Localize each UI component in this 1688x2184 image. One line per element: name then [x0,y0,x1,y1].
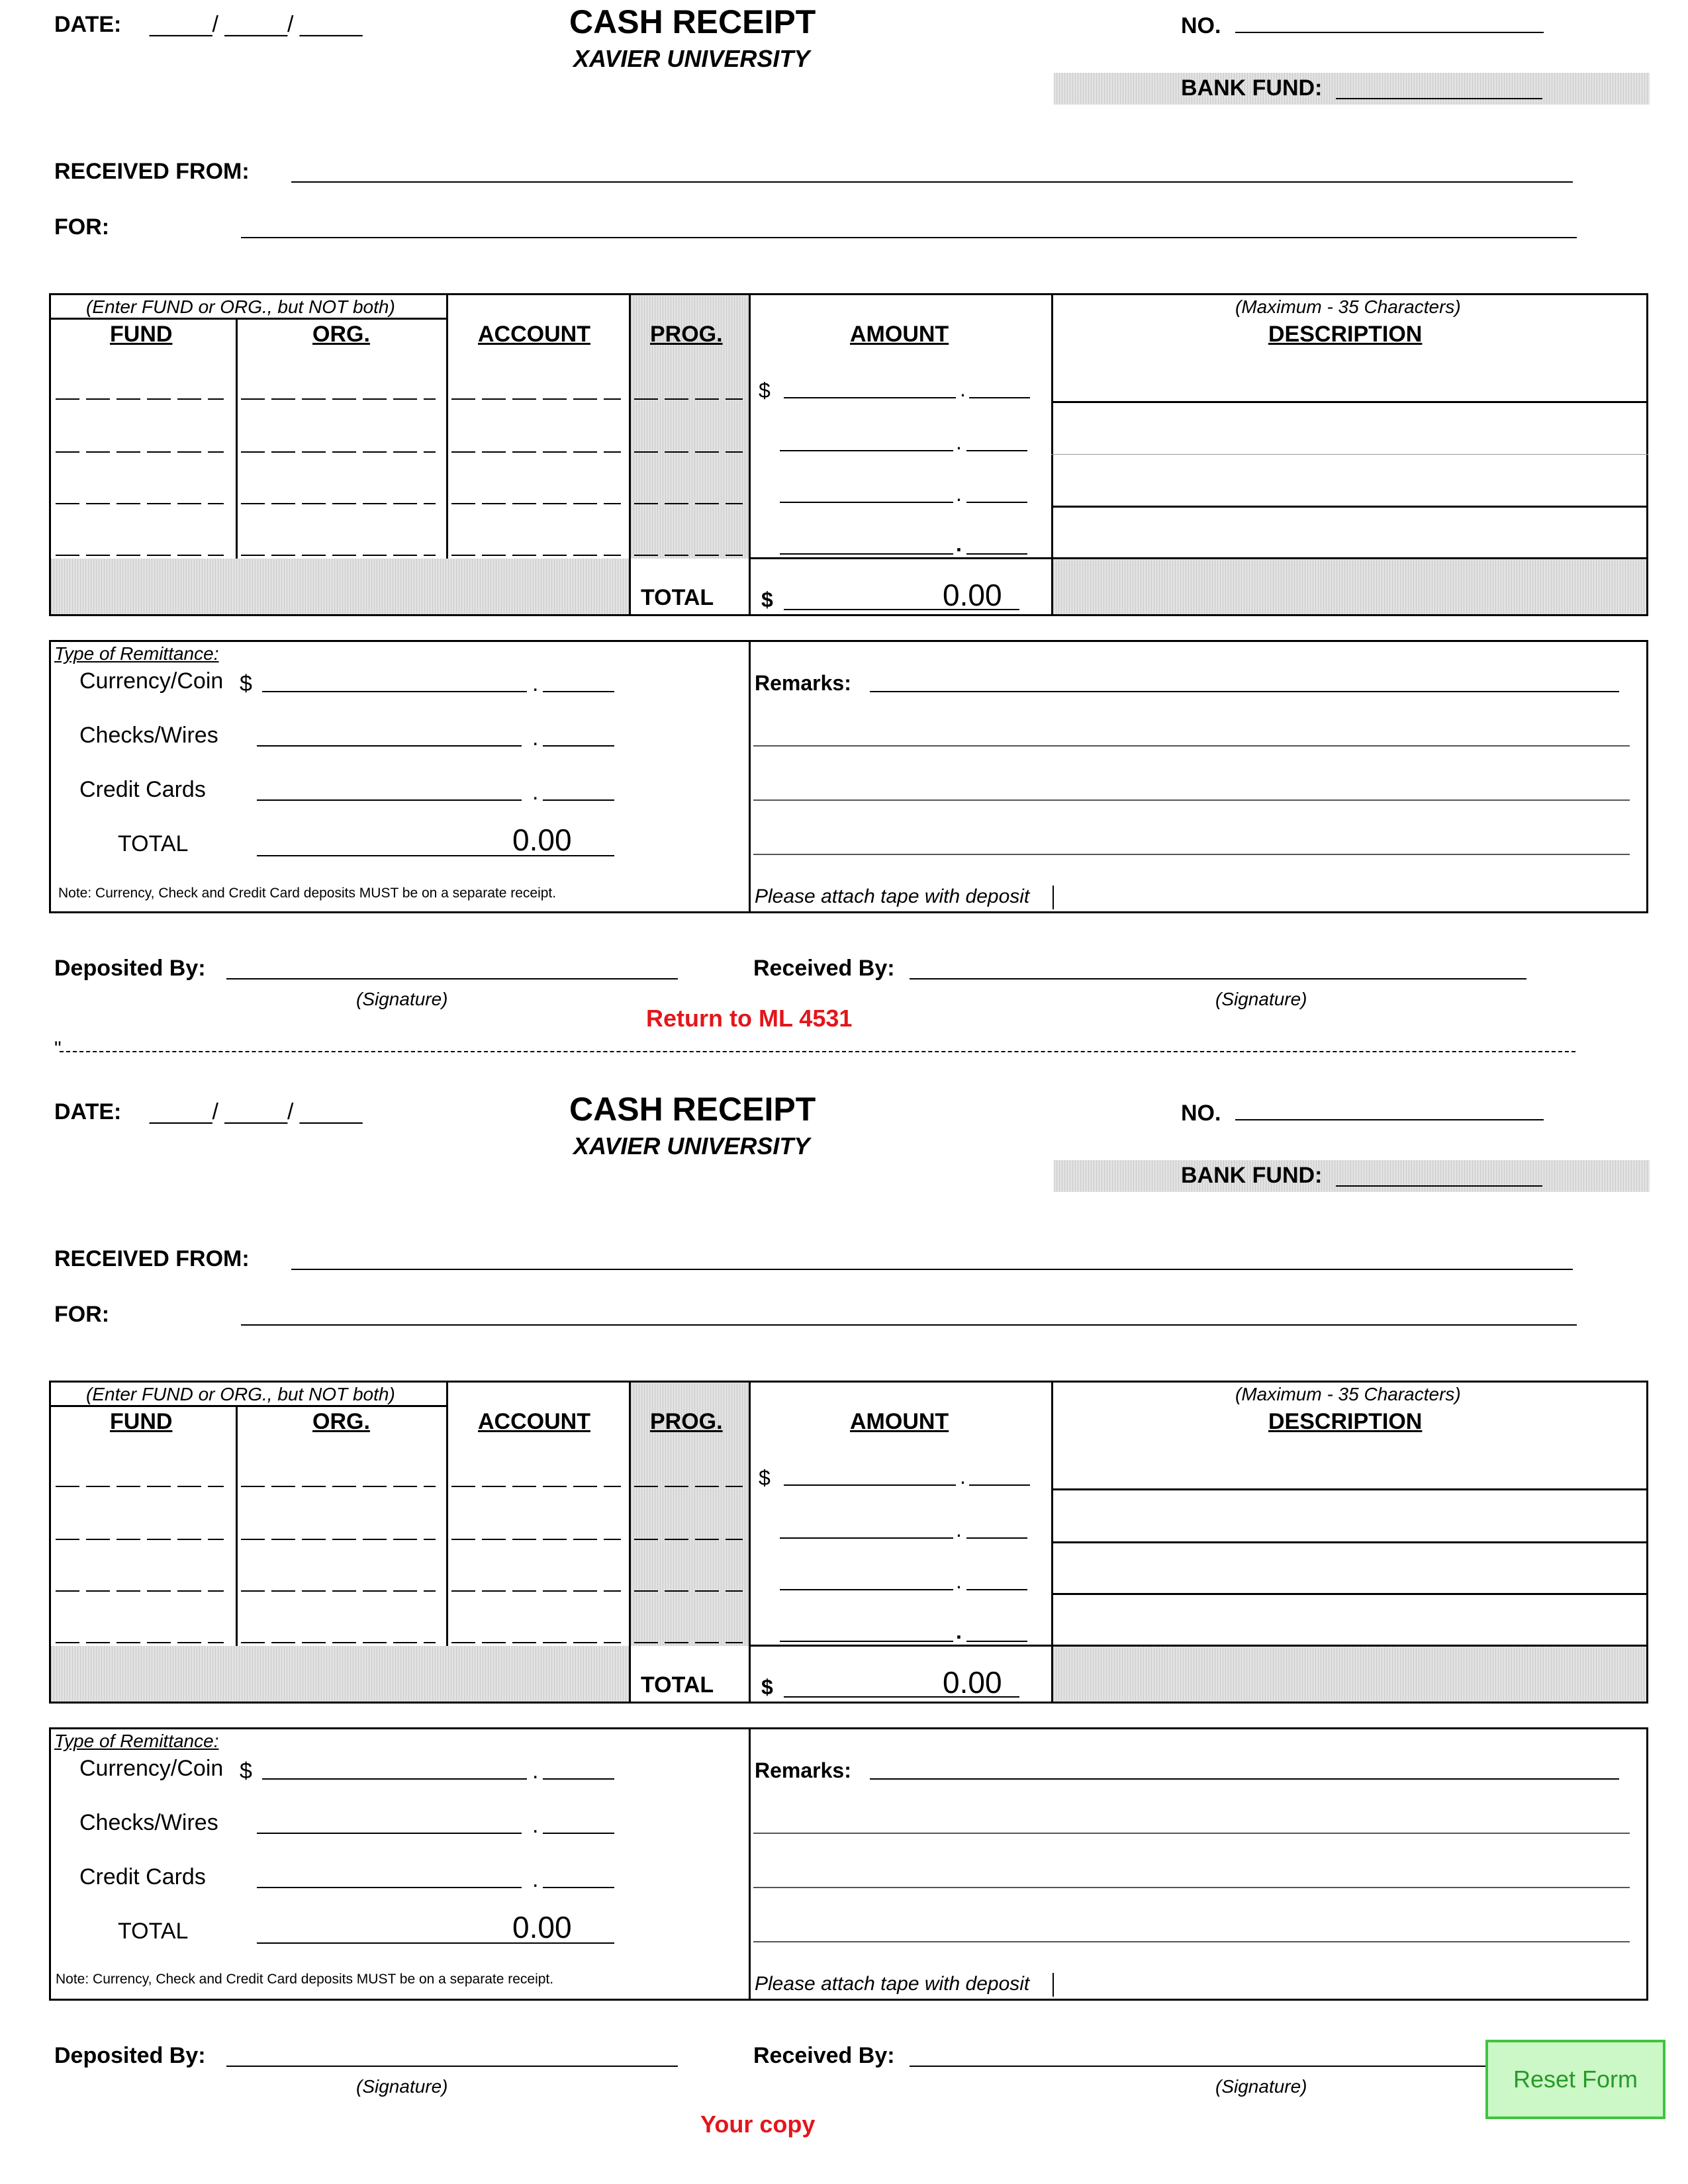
account-field[interactable] [451,555,621,556]
amount-decimal: . [956,430,962,454]
remittance-divider [749,640,751,913]
received-signature-caption: (Signature) [1215,2076,1307,2097]
table-total-dollar: $ [761,588,773,612]
col-org: ORG. [312,1409,370,1434]
prog-field[interactable] [634,1539,743,1540]
attach-note: Please attach tape with deposit [755,1973,1030,1995]
remarks-field-2[interactable] [753,745,1630,747]
col-divider [749,1381,751,1704]
col-divider [446,1381,448,1646]
prog-field[interactable] [634,1590,743,1592]
attach-note-divider [1053,886,1054,909]
account-field[interactable] [451,503,621,504]
max-chars-note: (Maximum - 35 Characters) [1235,296,1461,317]
date-label: DATE: [54,1099,122,1124]
org-field[interactable] [241,1486,436,1487]
checks-cents-field[interactable] [543,745,614,747]
remit-total-value: 0.00 [512,1910,572,1944]
col-divider [1051,293,1053,616]
deposited-by-field[interactable] [226,978,678,979]
desc-row-line [1051,1488,1648,1490]
page-title: CASH RECEIPT [569,1091,816,1128]
col-account: ACCOUNT [478,1409,590,1434]
remit-checks-label: Checks/Wires [79,1810,218,1835]
remit-checks-label: Checks/Wires [79,723,218,748]
bank-fund-field[interactable] [1336,1185,1542,1187]
col-divider [236,318,238,559]
credit-amount-field[interactable] [257,799,522,801]
total-divider [749,557,1648,559]
reset-form-button[interactable]: Reset Form [1485,2040,1665,2119]
org-field[interactable] [241,398,436,400]
col-account: ACCOUNT [478,322,590,347]
copy-footer: Return to ML 4531 [646,1005,853,1032]
col-description: DESCRIPTION [1268,322,1423,347]
desc-row-line [1051,506,1648,508]
currency-cents-field[interactable] [543,1778,614,1780]
received-signature-caption: (Signature) [1215,989,1307,1009]
account-field[interactable] [451,1539,621,1540]
col-amount: AMOUNT [850,322,949,347]
prog-field[interactable] [634,1486,743,1487]
remit-credit-label: Credit Cards [79,1864,206,1889]
cut-line [60,1051,1575,1052]
amount-field[interactable] [780,502,953,503]
amount-cents-field[interactable] [966,1589,1027,1590]
remit-note: Note: Currency, Check and Credit Card deposits MUST be on a separate receipt. [58,886,557,901]
col-description: DESCRIPTION [1268,1409,1423,1434]
fund-field[interactable] [56,555,224,556]
prog-field[interactable] [634,503,743,504]
desc-row-line [1051,454,1648,455]
table-total-dollar: $ [761,1675,773,1699]
amount-field[interactable] [780,1589,953,1590]
fund-field[interactable] [56,503,224,504]
col-org: ORG. [312,322,370,347]
remit-note: Note: Currency, Check and Credit Card deposits MUST be on a separate receipt. [56,1972,554,1987]
prog-field[interactable] [634,1642,743,1643]
page-subtitle: XAVIER UNIVERSITY [573,45,810,72]
table-total-value: 0.00 [943,578,1002,612]
col-divider [629,1381,631,1704]
amount-dollar: $ [759,379,771,402]
received-from-field[interactable] [291,1269,1573,1270]
attach-note-divider [1053,1973,1054,1997]
bank-fund-label: BANK FUND: [1181,75,1323,101]
desc-row-line [1051,401,1648,403]
receipt-no-field[interactable] [1235,32,1544,33]
checks-amount-field[interactable] [257,745,522,747]
date-field[interactable]: _____/ _____/ _____ [150,1099,363,1124]
amount-field[interactable] [780,553,953,555]
col-prog: PROG. [650,322,723,347]
receipt-no-label: NO. [1181,13,1221,38]
max-chars-note: (Maximum - 35 Characters) [1235,1384,1461,1404]
col-divider [629,293,631,616]
remittance-heading: Type of Remittance: [54,643,219,664]
remit-total-value: 0.00 [512,823,572,857]
account-field[interactable] [451,1486,621,1487]
for-field[interactable] [241,237,1577,238]
amount-decimal: . [956,1569,962,1593]
remarks-field-4[interactable] [753,854,1630,855]
remit-currency-label: Currency/Coin [79,1756,224,1781]
col-amount: AMOUNT [850,1409,949,1434]
amount-cents-field[interactable] [966,502,1027,503]
remarks-label: Remarks: [755,1758,851,1782]
remit-total-label: TOTAL [118,1919,189,1944]
remarks-field-1[interactable] [870,1778,1619,1780]
currency-cents-field[interactable] [543,691,614,692]
col-fund: FUND [110,1409,173,1434]
remit-decimal: . [532,1867,539,1892]
amount-decimal: . [956,482,962,506]
remittance-divider [749,1727,751,2001]
org-field[interactable] [241,1590,436,1592]
table-footer-shade-left [51,559,631,614]
fund-field[interactable] [56,1642,224,1643]
remit-currency-label: Currency/Coin [79,668,224,694]
attach-note: Please attach tape with deposit [755,886,1030,907]
fund-field[interactable] [56,451,224,453]
enter-fund-note: (Enter FUND or ORG., but NOT both) [86,296,395,317]
amount-field[interactable] [784,1484,956,1486]
remarks-field-1[interactable] [870,691,1619,692]
amount-cents-field[interactable] [966,450,1027,451]
amount-cents-field[interactable] [966,1537,1027,1539]
credit-cents-field[interactable] [543,1887,614,1888]
checks-amount-field[interactable] [257,1833,522,1834]
remarks-field-3[interactable] [753,799,1630,801]
amount-dollar: $ [759,1466,771,1490]
date-field[interactable]: _____/ _____/ _____ [150,12,363,37]
remit-decimal: . [532,1758,539,1784]
bank-fund-band [1054,1160,1650,1192]
amount-cents-field[interactable] [966,553,1027,555]
col-prog: PROG. [650,1409,723,1434]
currency-amount-field[interactable] [262,691,527,692]
amount-cents-field[interactable] [969,397,1030,398]
enter-note-divider [49,318,447,320]
amount-field[interactable] [780,450,953,451]
deposited-signature-caption: (Signature) [356,989,448,1009]
remarks-field-4[interactable] [753,1941,1630,1942]
received-from-label: RECEIVED FROM: [54,1246,250,1271]
table-total-value: 0.00 [943,1665,1002,1700]
received-by-label: Received By: [753,2043,895,2068]
received-by-field[interactable] [910,2066,1526,2067]
amount-field[interactable] [784,397,956,398]
fund-field[interactable] [56,398,224,400]
remit-credit-label: Credit Cards [79,777,206,802]
col-divider [446,293,448,559]
total-divider [749,1645,1648,1647]
desc-row-line [1051,1541,1648,1543]
remit-total-label: TOTAL [118,831,189,856]
page-title: CASH RECEIPT [569,3,816,40]
amount-decimal: . [956,1518,962,1541]
remittance-heading: Type of Remittance: [54,1731,219,1751]
remit-dollar: $ [240,1758,252,1784]
org-field[interactable] [241,1539,436,1540]
remarks-label: Remarks: [755,671,851,695]
remit-decimal: . [532,780,539,805]
table-footer-shade-right [1053,1646,1646,1702]
prog-field[interactable] [634,555,743,556]
table-footer-shade-right [1053,559,1646,614]
remarks-field-2[interactable] [753,1833,1630,1834]
receipt-no-label: NO. [1181,1101,1221,1126]
deposited-by-label: Deposited By: [54,956,206,981]
remit-decimal: . [532,1813,539,1838]
amount-decimal: . [960,377,966,401]
for-field[interactable] [241,1324,1577,1326]
amount-field[interactable] [780,1537,953,1539]
col-divider [236,1405,238,1646]
org-field[interactable] [241,1642,436,1643]
remit-decimal: . [532,725,539,751]
received-by-field[interactable] [910,978,1526,979]
account-field[interactable] [451,398,621,400]
prog-field[interactable] [634,398,743,400]
enter-note-divider [49,1405,447,1407]
receipt-copy-2 [0,1087,1688,2173]
currency-amount-field[interactable] [262,1778,527,1780]
bank-fund-band [1054,73,1650,105]
fund-field[interactable] [56,1539,224,1540]
account-field[interactable] [451,1642,621,1643]
amount-cents-field[interactable] [969,1484,1030,1486]
org-field[interactable] [241,503,436,504]
prog-field[interactable] [634,451,743,453]
deposited-signature-caption: (Signature) [356,2076,448,2097]
table-total-label: TOTAL [641,1672,714,1698]
amount-decimal: . [956,532,962,556]
col-fund: FUND [110,322,173,347]
received-from-label: RECEIVED FROM: [54,159,250,184]
bank-fund-field[interactable] [1336,98,1542,99]
page-subtitle: XAVIER UNIVERSITY [573,1132,810,1160]
deposited-by-label: Deposited By: [54,2043,206,2068]
for-label: FOR: [54,214,110,240]
received-from-field[interactable] [291,181,1573,183]
date-label: DATE: [54,12,122,37]
for-label: FOR: [54,1302,110,1327]
received-by-label: Received By: [753,956,895,981]
fund-field[interactable] [56,1486,224,1487]
copy-footer: Your copy [700,2111,816,2138]
org-field[interactable] [241,555,436,556]
remarks-field-3[interactable] [753,1887,1630,1888]
checks-cents-field[interactable] [543,1833,614,1834]
enter-fund-note: (Enter FUND or ORG., but NOT both) [86,1384,395,1404]
amount-decimal: . [956,1619,962,1643]
credit-cents-field[interactable] [543,799,614,801]
bank-fund-label: BANK FUND: [1181,1163,1323,1188]
amount-cents-field[interactable] [966,1641,1027,1642]
col-divider [749,293,751,616]
remit-decimal: . [532,671,539,696]
deposited-by-field[interactable] [226,2066,678,2067]
account-field[interactable] [451,1590,621,1592]
table-footer-shade-left [51,1646,631,1702]
remit-dollar: $ [240,671,252,696]
org-field[interactable] [241,451,436,453]
receipt-no-field[interactable] [1235,1119,1544,1120]
desc-row-line [1051,1593,1648,1595]
table-total-label: TOTAL [641,585,714,610]
account-field[interactable] [451,451,621,453]
amount-field[interactable] [780,1641,953,1642]
cut-marker: " [54,1038,62,1060]
receipt-copy-1 [0,0,1688,1085]
fund-field[interactable] [56,1590,224,1592]
amount-decimal: . [960,1465,966,1488]
credit-amount-field[interactable] [257,1887,522,1888]
